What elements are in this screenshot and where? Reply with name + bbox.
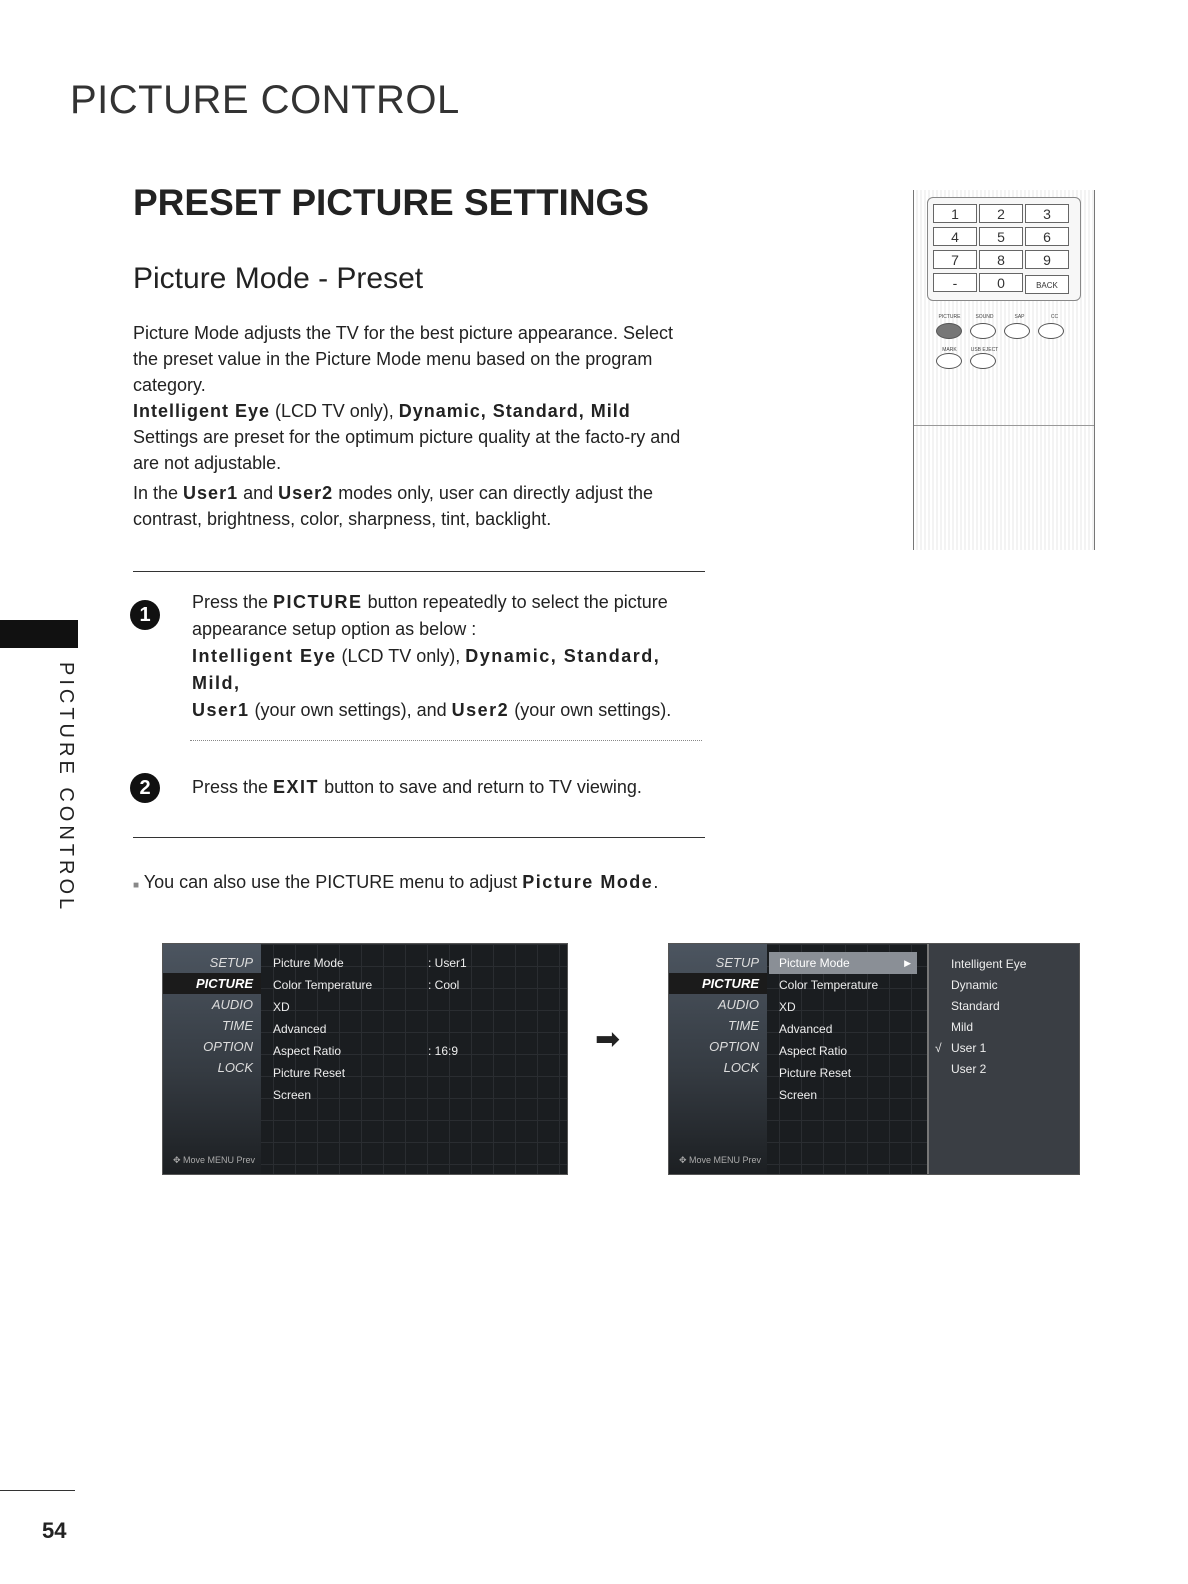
step-2-text xyxy=(192,774,707,801)
label-usb-eject: USB EJECT xyxy=(970,347,999,353)
label-sound: SOUND xyxy=(975,314,994,320)
text: Press the xyxy=(192,592,274,612)
tv-menu-screenshot-before xyxy=(162,943,568,1175)
cc-button xyxy=(1038,323,1064,339)
chapter-title: PICTURE CONTROL xyxy=(70,78,460,122)
menu-row-color-temperature: Color Temperature xyxy=(779,978,879,992)
submenu-mild: Mild xyxy=(951,1020,974,1034)
preset-description: Settings are preset for the optimum picture quality at the facto-ry and are not adjustable. xyxy=(133,427,681,473)
text: . xyxy=(653,872,659,892)
key-8: 8 xyxy=(979,250,1023,269)
text: Press the xyxy=(192,777,274,797)
submenu-arrow-icon: ▶ xyxy=(904,958,911,968)
menu-row-aspect-ratio: Aspect Ratio xyxy=(273,1044,342,1058)
key-back: BACK xyxy=(1025,275,1069,294)
side-item-audio: AUDIO xyxy=(211,997,253,1012)
label-picture: PICTURE xyxy=(938,314,961,320)
tv-picture-menu xyxy=(263,952,372,1106)
lcd-note: (LCD TV only), xyxy=(270,401,399,421)
key-2: 2 xyxy=(979,204,1023,223)
chapter-tab-marker xyxy=(0,620,78,648)
menu-row-advanced: Advanced xyxy=(779,1022,833,1036)
picture-mode-name: Picture Mode xyxy=(522,872,654,892)
text: (your own settings), and xyxy=(249,700,452,720)
text: You can also use the xyxy=(139,872,316,892)
key-4: 4 xyxy=(933,227,977,246)
value-picture-mode: : User1 xyxy=(428,956,467,970)
option-presets: Dynamic, Standard, Mild, xyxy=(192,646,661,693)
side-item-lock: LOCK xyxy=(217,1060,253,1075)
step-1-badge: 1 xyxy=(130,600,160,630)
key-3: 3 xyxy=(1025,204,1069,223)
submenu-standard: Standard xyxy=(951,999,1000,1013)
divider-dotted xyxy=(190,740,702,741)
remote-button-labels-2 xyxy=(932,347,1082,353)
submenu-dynamic: Dynamic xyxy=(951,978,998,992)
subsection-title: Picture Mode - Preset xyxy=(133,262,424,295)
tv-side-menu xyxy=(163,944,261,1174)
menu-row-screen: Screen xyxy=(779,1088,818,1102)
option-user1: User1 xyxy=(192,700,250,720)
value-aspect-ratio: : 16:9 xyxy=(428,1044,459,1058)
menu-row-xd: XD xyxy=(779,1000,796,1014)
text: In the xyxy=(133,483,184,503)
chapter-side-label: PICTURE CONTROL xyxy=(55,662,77,914)
key-5: 5 xyxy=(979,227,1023,246)
text: and xyxy=(238,483,279,503)
usb-eject-button xyxy=(970,353,996,369)
value-color-temperature: : Cool xyxy=(428,978,460,992)
key-1: 1 xyxy=(933,204,977,223)
text: (LCD TV only), xyxy=(336,646,466,666)
transition-arrow-icon: ➡ xyxy=(595,1023,621,1056)
remote-button-labels xyxy=(932,314,1082,320)
remote-divider xyxy=(914,425,1094,426)
remote-keypad xyxy=(927,197,1081,301)
check-icon: √ xyxy=(935,1041,942,1055)
tv-menu-footer: ✥ Move MENU Prev xyxy=(173,1155,256,1165)
sound-button xyxy=(970,323,996,339)
step-1-text xyxy=(192,589,707,724)
divider-bottom xyxy=(133,837,705,838)
picture-mode-submenu xyxy=(927,944,1079,1174)
text: button to save and return to TV viewing. xyxy=(319,777,642,797)
option-intelligent-eye: Intelligent Eye xyxy=(192,646,337,666)
footer-rule xyxy=(0,1490,75,1491)
text: modes only, user can directly adjust the contrast, brightness, color, sharpness, tint, backlight. xyxy=(133,483,654,529)
intro-paragraph-3 xyxy=(133,480,693,532)
remote-control-illustration xyxy=(913,190,1095,550)
side-item-setup: SETUP xyxy=(715,955,759,970)
tv-menu-footer: ✥ Move MENU Prev xyxy=(679,1155,762,1165)
page-number: 54 xyxy=(42,1518,67,1543)
text: menu to adjust xyxy=(394,872,523,892)
tv-menu-screenshot-after xyxy=(668,943,1080,1175)
menu-row-picture-reset: Picture Reset xyxy=(779,1066,852,1080)
tv-picture-menu xyxy=(769,952,917,1106)
key-7: 7 xyxy=(933,250,977,269)
side-item-lock: LOCK xyxy=(723,1060,759,1075)
bullet-icon: ■ xyxy=(133,880,140,891)
submenu-user2: User 2 xyxy=(951,1062,987,1076)
option-user2: User2 xyxy=(451,700,510,720)
menu-row-xd: XD xyxy=(273,1000,290,1014)
menu-row-color-temperature: Color Temperature xyxy=(273,978,373,992)
side-item-setup: SETUP xyxy=(209,955,253,970)
menu-row-advanced: Advanced xyxy=(273,1022,327,1036)
menu-row-label: Picture Mode xyxy=(779,956,850,970)
sap-button xyxy=(1004,323,1030,339)
menu-row-aspect-ratio: Aspect Ratio xyxy=(779,1044,848,1058)
menu-row-picture-mode: Picture Mode xyxy=(273,956,344,970)
tv-side-menu xyxy=(669,944,767,1174)
text: button repeatedly to select the picture appearance setup option as below : xyxy=(192,592,668,639)
mode-names: Dynamic, Standard, Mild xyxy=(398,401,631,421)
side-item-option: OPTION xyxy=(709,1039,759,1054)
key-6: 6 xyxy=(1025,227,1069,246)
label-sap: SAP xyxy=(1014,314,1025,320)
picture-button xyxy=(936,323,962,339)
menu-row-picture-mode-highlighted xyxy=(769,952,917,974)
key-9: 9 xyxy=(1025,250,1069,269)
label-cc: CC xyxy=(1050,314,1059,320)
menu-row-picture-reset: Picture Reset xyxy=(273,1066,346,1080)
key-0: 0 xyxy=(979,273,1023,292)
menu-row-screen: Screen xyxy=(273,1088,312,1102)
side-item-option: OPTION xyxy=(203,1039,253,1054)
side-item-picture: PICTURE xyxy=(669,973,767,994)
divider-top xyxy=(133,571,705,572)
intro-paragraph-2 xyxy=(133,398,693,476)
label-mark: MARK xyxy=(942,347,957,353)
picture-button-name: PICTURE xyxy=(273,592,363,612)
side-item-picture: PICTURE xyxy=(163,973,261,994)
intro-paragraph-1: Picture Mode adjusts the TV for the best picture appearance. Select the preset value in the Picture Mode menu based on the program category. xyxy=(133,323,673,395)
submenu-intelligent-eye: Intelligent Eye xyxy=(951,957,1027,971)
key-dash: - xyxy=(933,273,977,292)
section-title: PRESET PICTURE SETTINGS xyxy=(133,182,650,223)
mode-name: User2 xyxy=(278,483,334,503)
side-item-time: TIME xyxy=(727,1018,759,1033)
side-item-audio: AUDIO xyxy=(717,997,759,1012)
exit-button-name: EXIT xyxy=(273,777,320,797)
picture-menu-name: PICTURE xyxy=(315,872,395,892)
side-item-time: TIME xyxy=(221,1018,253,1033)
note xyxy=(133,872,658,893)
submenu-user1 xyxy=(929,1038,1079,1059)
mode-name: User1 xyxy=(183,483,239,503)
step-2-badge: 2 xyxy=(130,773,160,803)
remote-oval-buttons xyxy=(932,323,1082,374)
mark-button xyxy=(936,353,962,369)
mode-name: Intelligent Eye xyxy=(133,401,271,421)
submenu-label: User 1 xyxy=(951,1041,987,1055)
text: (your own settings). xyxy=(509,700,672,720)
